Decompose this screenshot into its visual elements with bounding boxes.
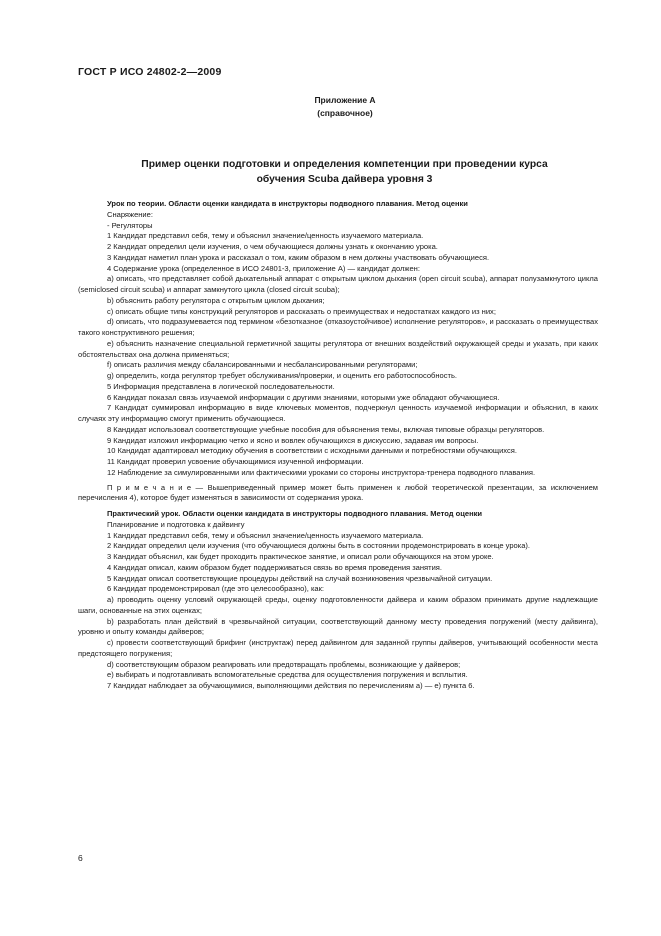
section1-item: 8 Кандидат использовал соответствующие учебные пособия для объяснения темы, включая типовые образцы регуляторов. <box>107 424 545 434</box>
section2-item: 5 Кандидат описал соответствующие процедуры действий на случай возникновения чрезвычайной ситуации. <box>107 573 493 583</box>
note-label: П р и м е ч а н и е <box>107 482 192 492</box>
standard-header: ГОСТ Р ИСО 24802-2—2009 <box>78 66 222 78</box>
section2-subitem: b) разработать план действий в чрезвычайной ситуации, соответствующий данному месту проведения погружений (месту дайвинга), уровню и опыту команды дайверов; <box>78 616 598 637</box>
page-number: 6 <box>78 853 83 863</box>
section2-subitem: e) выбирать и подготавливать вспомогательные средства для осуществления погружения и всплытия. <box>107 670 468 680</box>
section2-heading: Практический урок. Области оценки кандидата в инструкторы подводного плавания. Метод оценки <box>107 509 483 518</box>
section2-subitem: a) проводить оценку условий окружающей среды, оценку подготовленности дайвера и каким образом принимать другие надлежащие шаги, основанные на этих оценках; <box>78 595 598 615</box>
section1-item: 5 Информация представлена в логической последовательности. <box>107 381 335 391</box>
section1-subitem: e) объяснить назначение специальной герметичной защиты регулятора от внешних воздействий окружающей среды и указать, при каких обстоятельствах она должна применяться; <box>78 338 598 359</box>
section1-note <box>78 483 598 505</box>
section1-heading: Урок по теории. Области оценки кандидата в инструкторы подводного плавания. Метод оценки <box>107 199 468 208</box>
annex-label: Приложение А <box>314 95 376 105</box>
section1-item: 3 Кандидат наметил план урока и рассказал о том, каким образом в нем должны участвовать обучающиеся. <box>107 252 490 262</box>
section2-subheading: Планирование и подготовка к дайвингу <box>107 519 245 529</box>
section1-subitem: g) определить, когда регулятор требует обслуживания/проверки, и оценить его работоспособность. <box>107 371 457 380</box>
section2-item: 1 Кандидат представил себя, тему и объяснил значение/ценность изучаемого материала. <box>107 530 424 540</box>
section1-subitem: b) объяснить работу регулятора с открытым циклом дыхания; <box>107 295 325 305</box>
section2-item: 7 Кандидат наблюдает за обучающимися, выполняющими действия по перечислениям a) — e) пункта 6. <box>107 681 475 690</box>
section1-subitem: d) описать, что подразумевается под термином «безотказное (отказоустойчивое) исполнение регуляторов», и рассказать о преимуществах такого конструктивного решения; <box>78 317 598 337</box>
annex-kind: (справочное) <box>317 108 373 118</box>
title-line-2: обучения Scuba дайвера уровня 3 <box>256 174 433 185</box>
section1-item: 7 Кандидат суммировал информацию в виде ключевых моментов, подчеркнул ценность изучаемой информации и объяснил, в каких случаях эту информацию смогут применить обучающиеся. <box>78 403 598 423</box>
section1-item: 1 Кандидат представил себя, тему и объяснил значение/ценность изучаемого материала. <box>107 231 424 241</box>
section1-item: 9 Кандидат изложил информацию четко и ясно и вовлек обучающихся в дискуссию, задавая им вопросы. <box>107 435 479 445</box>
section1-item: 10 Кандидат адаптировал методику обучения в соответствии с исходными данными и потребностями обучающихся. <box>107 446 517 456</box>
section1-item: 6 Кандидат показал связь изучаемой информации с другими знаниями, которыми уже обладают обучающиеся. <box>107 392 500 402</box>
section1-item: 2 Кандидат определил цели изучения, о чем обучающиеся должны узнать к окончанию урока. <box>107 242 438 251</box>
section2-item: 2 Кандидат определил цели изучения (что обучающиеся должны быть в состоянии продемонстрировать в конце урока). <box>107 541 531 551</box>
section1-subitem: f) описать различия между сбалансированными и несбалансированными регуляторами; <box>107 360 418 370</box>
title-line-1: Пример оценки подготовки и определения компетенции при проведении курса <box>141 159 548 170</box>
note-text: — Вышеприведенный пример может быть применен к любой теоретической презентации, за исключением перечисления 4), которое будет изменяться в зависимости от содержания урока. <box>78 482 598 503</box>
section2-item: 4 Кандидат описал, каким образом будет поддерживаться связь во время проведения занятия. <box>107 562 442 572</box>
document-body <box>78 199 598 692</box>
section1-equipment: Снаряжение: <box>107 209 153 219</box>
section1-subitem: c) описать общие типы конструкций регуляторов и рассказать о преимуществах и недостатках каждого из них; <box>107 306 496 316</box>
section1-subitem: a) описать, что представляет собой дыхательный аппарат с открытым циклом дыхания (open circuit scuba), аппарат полузамкнутого цикла (semiclosed circuit scuba) и аппарат замкнутого цикла (closed circuit scuba); <box>78 274 598 294</box>
section1-item: 4 Содержание урока (определенное в ИСО 24801-3, приложение А) — кандидат должен: <box>107 263 420 273</box>
section2-subitem: c) провести соответствующий брифинг (инструктаж) перед дайвингом для заданной группы дайверов, учитывающий особенности места предстоящего погружения; <box>78 638 598 658</box>
section1-item: 12 Наблюдение за симулированными или фактическими уроками со стороны инструктора-тренера подводного плавания. <box>107 467 536 477</box>
section2-item: 3 Кандидат объяснил, как будет проходить практическое занятие, и описал роли обучающихся на этом уроке. <box>107 552 494 561</box>
section1-regulators: - Регуляторы <box>107 220 153 230</box>
section2-item: 6 Кандидат продемонстрировал (где это целесообразно), как: <box>107 584 325 594</box>
section1-item: 11 Кандидат проверил усвоение обучающимися изученной информации. <box>107 457 364 466</box>
section2-subitem: d) соответствующим образом реагировать или предотвращать проблемы, возникающие у дайверов; <box>107 659 461 669</box>
